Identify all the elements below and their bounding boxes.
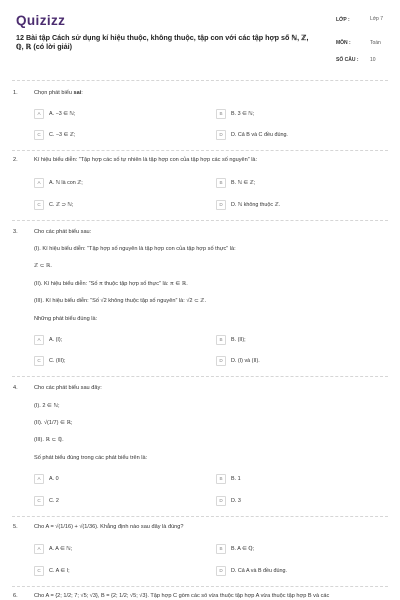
- statement-line: (I). Kí hiệu biểu diễn: “Tập hợp số nguyên là tập hợp con của tập hợp số thực” là:: [34, 246, 236, 252]
- subject-label: MÔN :: [336, 40, 351, 46]
- option-letter: C: [34, 566, 44, 576]
- answer-option-b[interactable]: [216, 109, 366, 120]
- option-text: B. 3 ∈ ℕ;: [231, 110, 255, 117]
- answer-option-c[interactable]: [34, 496, 184, 507]
- option-text: C. ℤ ⊃ ℕ;: [49, 201, 74, 208]
- option-text: D. (I) và (II).: [231, 357, 260, 364]
- answer-option-a[interactable]: [34, 335, 184, 346]
- option-text: A. ℕ là con ℤ;: [49, 179, 83, 186]
- answer-option-d[interactable]: [216, 130, 366, 141]
- option-letter: A: [34, 109, 44, 119]
- question-number: 6.: [13, 593, 18, 599]
- option-text: B. (II);: [231, 336, 246, 343]
- question-count-label: SỐ CÂU :: [336, 57, 359, 63]
- answer-option-c[interactable]: [34, 356, 184, 367]
- answer-option-d[interactable]: [216, 200, 366, 211]
- option-letter: A: [34, 474, 44, 484]
- answer-option-b[interactable]: [216, 474, 366, 485]
- answer-option-b[interactable]: [216, 544, 366, 555]
- subject-value: Toán: [370, 40, 381, 46]
- option-letter: C: [34, 200, 44, 210]
- option-text: D. ℕ không thuộc ℤ.: [231, 201, 281, 208]
- question-text: Cho A = √(1/16) + √(1/36). Khẳng định nào sau đây là đúng?: [34, 524, 184, 530]
- question-count-value: 10: [370, 57, 376, 63]
- answer-option-b[interactable]: [216, 178, 366, 189]
- question-number: 4.: [13, 385, 18, 391]
- answer-option-a[interactable]: [34, 544, 184, 555]
- question-divider: [12, 220, 388, 221]
- worksheet-title: 12 Bài tập Cách sử dụng kí hiệu thuộc, không thuộc, tập con với các tập hợp số ℕ, ℤ, ℚ, ℝ (có lời giải): [16, 33, 309, 52]
- option-letter: A: [34, 544, 44, 554]
- question-divider: [12, 586, 388, 587]
- statement-line: (II). √(1/7) ∈ ℝ;: [34, 420, 73, 426]
- option-text: B. A ∈ ℚ;: [231, 545, 255, 552]
- question-text: Kí hiệu biểu diễn: “Tập hợp các số tự nhiên là tập hợp con của tập hợp các số nguyên” là:: [34, 157, 258, 163]
- option-text: A. 0: [49, 475, 59, 482]
- option-letter: B: [216, 544, 226, 554]
- option-text: A. A ∈ ℕ;: [49, 545, 73, 552]
- class-value: Lớp 7: [370, 16, 384, 22]
- option-text: A. −3 ∈ ℕ;: [49, 110, 76, 117]
- option-letter: C: [34, 130, 44, 140]
- option-letter: D: [216, 200, 226, 210]
- option-text: C. 2: [49, 497, 59, 504]
- question-divider: [12, 376, 388, 377]
- header-divider: [12, 80, 388, 81]
- answer-option-d[interactable]: [216, 496, 366, 507]
- option-letter: B: [216, 474, 226, 484]
- statement-line: (III). ℝ ⊂ ℚ.: [34, 437, 64, 443]
- option-letter: A: [34, 335, 44, 345]
- question-number: 3.: [13, 229, 18, 235]
- option-text: D. Cả A và B đều đúng.: [231, 567, 288, 574]
- answer-option-c[interactable]: [34, 566, 184, 577]
- answer-option-c[interactable]: [34, 200, 184, 211]
- option-letter: D: [216, 496, 226, 506]
- emphasis-word: sai: [73, 90, 82, 96]
- question-text: Cho A = {2; 1/2; 7; √5; √3}, B = {2; 1/2; √5; √3}. Tập hợp C gồm các số vừa thuộc tập hợp A vừa thuộc tập hợp B và các: [34, 593, 330, 599]
- option-letter: D: [216, 566, 226, 576]
- option-text: D. Cả B và C đều đúng.: [231, 131, 288, 138]
- option-letter: D: [216, 356, 226, 366]
- quizizz-logo: Quizizz: [16, 13, 66, 28]
- question-text: Chọn phát biểu sai:: [34, 90, 83, 96]
- answer-option-d[interactable]: [216, 356, 366, 367]
- statement-line: Những phát biểu đúng là:: [34, 316, 98, 322]
- worksheet-header: [0, 0, 400, 78]
- option-text: C. (III);: [49, 357, 66, 364]
- question-number: 2.: [13, 157, 18, 163]
- answer-option-c[interactable]: [34, 130, 184, 141]
- option-letter: D: [216, 130, 226, 140]
- option-letter: B: [216, 109, 226, 119]
- answer-option-a[interactable]: [34, 474, 184, 485]
- question-number: 5.: [13, 524, 18, 530]
- option-text: B. 1: [231, 475, 241, 482]
- question-text: Cho các phát biểu sau đây:: [34, 385, 102, 391]
- option-letter: A: [34, 178, 44, 188]
- option-letter: C: [34, 496, 44, 506]
- question-text: Cho các phát biểu sau:: [34, 229, 92, 235]
- option-text: C. −3 ∈ ℤ;: [49, 131, 76, 138]
- question-number: 1.: [13, 90, 18, 96]
- statement-line: (I). 2 ∈ ℕ;: [34, 403, 60, 409]
- option-text: D. 3: [231, 497, 241, 504]
- option-letter: B: [216, 335, 226, 345]
- statement-line: ℤ ⊂ ℝ.: [34, 263, 52, 269]
- answer-option-d[interactable]: [216, 566, 366, 577]
- answer-option-b[interactable]: [216, 335, 366, 346]
- answer-option-a[interactable]: [34, 109, 184, 120]
- question-divider: [12, 150, 388, 151]
- option-text: B. ℕ ∈ ℤ;: [231, 179, 256, 186]
- statement-line: (II). Kí hiệu biểu diễn: “Số π thuộc tập hợp số thực” là: π ∈ ℝ.: [34, 281, 188, 287]
- option-text: A. (I);: [49, 336, 63, 343]
- answer-option-a[interactable]: [34, 178, 184, 189]
- statement-line: (III). Kí hiệu biểu diễn: “Số √2 không thuộc tập số nguyên” là: √2 ⊂ ℤ.: [34, 298, 207, 304]
- option-letter: C: [34, 356, 44, 366]
- question-divider: [12, 516, 388, 517]
- statement-line: Số phát biểu đúng trong các phát biểu trên là:: [34, 455, 148, 461]
- option-letter: B: [216, 178, 226, 188]
- option-text: C. A ∈ I;: [49, 567, 70, 574]
- class-label: LỚP :: [336, 17, 350, 23]
